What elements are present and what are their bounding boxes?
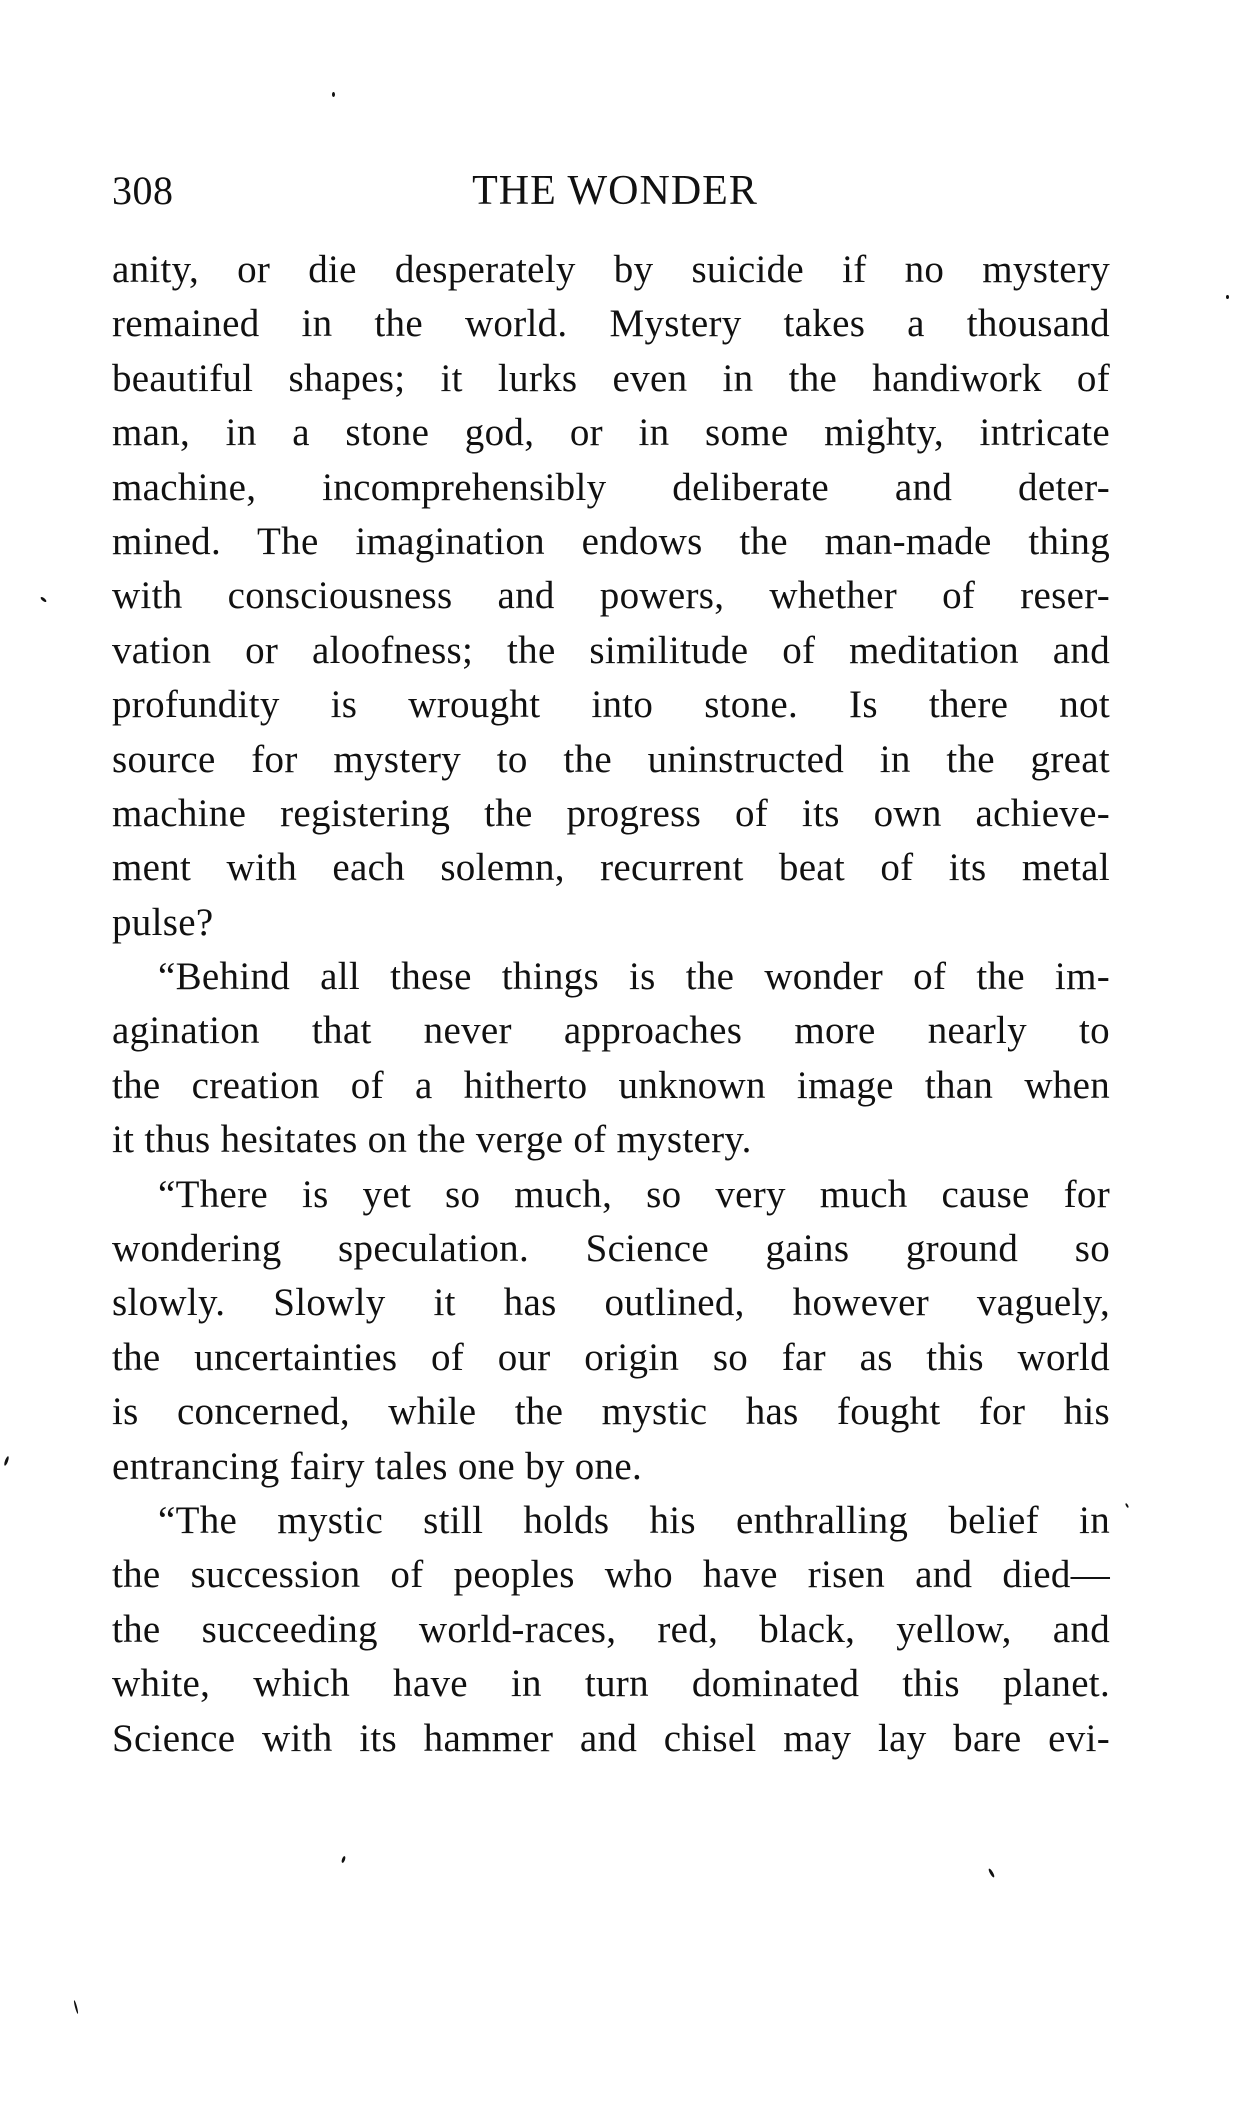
- text-line: profundity is wrought into stone. Is there not: [112, 683, 1110, 727]
- text-line: the succession of peoples who have risen and died—: [112, 1553, 1110, 1597]
- text-line: machine, incomprehensibly deliberate and deter-: [112, 465, 1110, 509]
- text-line: it thus hesitates on the verge of mystery.: [112, 1118, 752, 1162]
- scan-speck: [988, 1868, 996, 1878]
- text-line: entrancing fairy tales one by one.: [112, 1444, 642, 1488]
- scan-speck: [73, 2000, 79, 2014]
- text-line: “The mystic still holds his enthralling belief in: [158, 1498, 1110, 1542]
- text-line: “There is yet so much, so very much cause for: [158, 1172, 1110, 1216]
- text-line: vation or aloofness; the similitude of meditation and: [112, 628, 1110, 672]
- scan-speck: [1226, 295, 1229, 299]
- running-title: THE WONDER: [472, 168, 758, 214]
- scan-speck: [332, 92, 335, 97]
- scan-speck: [1125, 1503, 1129, 1508]
- text-line: white, which have in turn dominated this planet.: [112, 1662, 1110, 1706]
- text-line: pulse?: [112, 900, 214, 944]
- scan-speck: [3, 1456, 9, 1466]
- text-line: agination that never approaches more nearly to: [112, 1009, 1110, 1053]
- text-line: the creation of a hitherto unknown image than when: [112, 1063, 1110, 1107]
- text-line: slowly. Slowly it has outlined, however vaguely,: [112, 1281, 1110, 1325]
- page-number: 308: [112, 168, 174, 213]
- scan-speck: [341, 1856, 346, 1864]
- text-line: beautiful shapes; it lurks even in the handiwork of: [112, 356, 1110, 400]
- text-line: wondering speculation. Science gains ground so: [112, 1227, 1110, 1271]
- text-line: man, in a stone god, or in some mighty, intricate: [112, 411, 1110, 455]
- text-line: anity, or die desperately by suicide if no mystery: [112, 248, 1110, 291]
- body-text: [112, 243, 1110, 1766]
- scan-speck: [40, 596, 47, 603]
- text-line: ment with each solemn, recurrent beat of its metal: [112, 846, 1110, 890]
- text-line: “Behind all these things is the wonder of the im-: [158, 955, 1110, 999]
- text-line: Science with its hammer and chisel may lay bare evi-: [112, 1716, 1110, 1760]
- text-line: machine registering the progress of its own achieve-: [112, 791, 1110, 835]
- text-line: with consciousness and powers, whether of reser-: [112, 574, 1110, 618]
- text-line: mined. The imagination endows the man-made thing: [112, 519, 1110, 563]
- text-line: source for mystery to the uninstructed in the great: [112, 737, 1110, 781]
- text-line: is concerned, while the mystic has fought for his: [112, 1390, 1110, 1434]
- text-line: the succeeding world-races, red, black, yellow, and: [112, 1607, 1110, 1651]
- text-line: the uncertainties of our origin so far as this world: [112, 1335, 1110, 1379]
- running-head: [112, 166, 1110, 216]
- text-line: remained in the world. Mystery takes a thousand: [112, 302, 1110, 346]
